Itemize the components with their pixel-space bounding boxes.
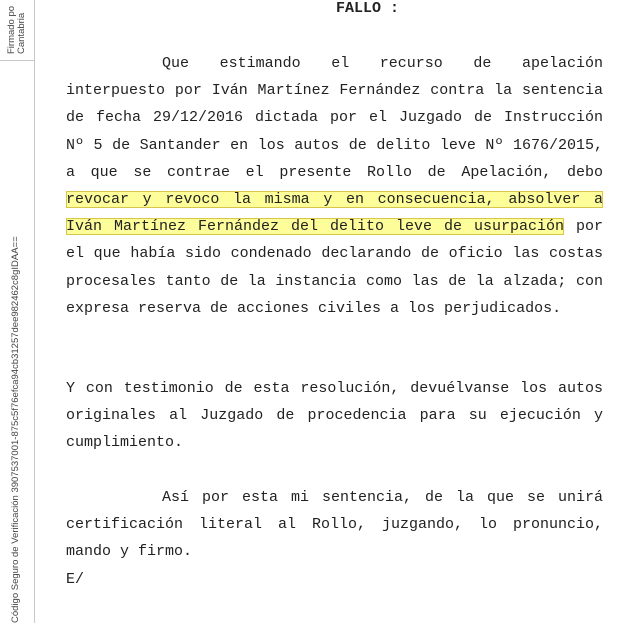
signed-by-line-2: Cantabria — [16, 12, 27, 54]
ruling-text-before: Que estimando el recurso de apelación interpuesto por Iván Martínez Fernández contra la sentencia de fecha 29/12/2016 dictada por el Juzgado de Instrucción Nº 5 de Santander en los autos de delito leve Nº 1676/2015, a que se contrae el presente Rollo de Apelación, debo — [66, 55, 603, 181]
closing-text: Así por esta mi sentencia, de la que se unirá certificación literal al Rollo, juzgando, lo pronuncio, mando y firmo. — [66, 489, 603, 561]
signed-by-line-1: Firmado po — [6, 5, 17, 54]
ruling-paragraph — [66, 50, 603, 322]
signed-by-stamp — [7, 6, 27, 54]
ruling-text-after: por el que había sido condenado declarando de oficio las costas procesales tanto de la instancia como las de la alzada; con expresa reserva de acciones civiles a los perjudicados. — [66, 218, 603, 317]
closing-mark: E/ — [66, 570, 85, 588]
closing-paragraph — [66, 484, 603, 593]
signature-margin-strip — [0, 0, 35, 623]
ruling-heading: FALLO : — [336, 0, 400, 17]
verification-code: Código Seguro de Verificación 3907537001-875c5f76efca94cb31257dee982462c8gIDAA== — [10, 236, 21, 623]
testimony-paragraph: Y con testimonio de esta resolución, devuélvanse los autos originales al Juzgado de procedencia para su ejecución y cumplimiento. — [66, 380, 603, 452]
strip-divider — [0, 60, 34, 61]
highlighted-ruling-text[interactable]: revocar y revoco la misma y en consecuencia, absolver a Iván Martínez Fernández del delito leve de usurpación — [66, 191, 603, 236]
